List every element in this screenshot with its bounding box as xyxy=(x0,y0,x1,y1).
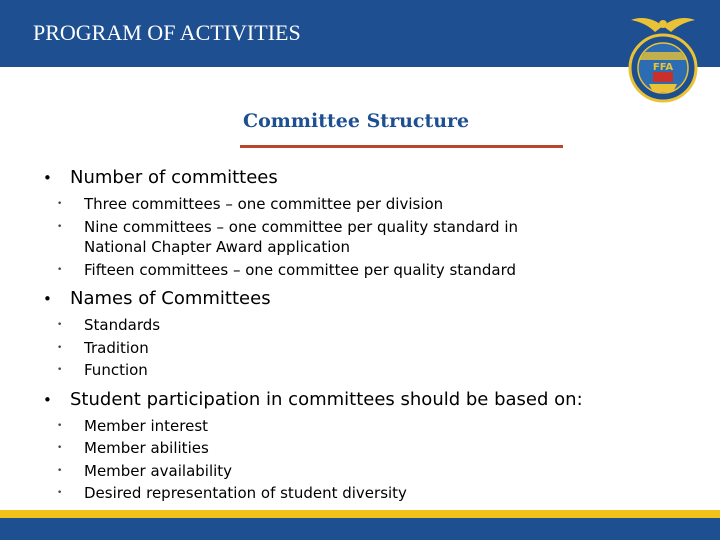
ffa-emblem-icon xyxy=(623,12,703,104)
list-item: • Desired representation of student diversity xyxy=(57,484,407,502)
section-heading: • Number of committees xyxy=(43,167,278,188)
footer-gold-stripe xyxy=(0,510,720,518)
list-item: • Fifteen committees – one committee per quality standard xyxy=(57,260,517,279)
list-item: • Standards xyxy=(57,316,161,334)
sub-list xyxy=(0,194,720,280)
bullet-icon: • xyxy=(57,365,63,375)
bullet-icon: • xyxy=(57,221,63,232)
sub-list xyxy=(0,315,720,381)
section-heading: • Names of Committees xyxy=(43,288,271,309)
slide-subtitle: Committee Structure xyxy=(243,110,470,132)
bullet-icon: • xyxy=(57,443,63,453)
bullet-icon: • xyxy=(57,488,63,498)
bullet-icon: • xyxy=(57,342,63,353)
section-heading: • Student participation in committees should be based on: xyxy=(43,388,583,410)
bullet-icon: • xyxy=(57,264,63,275)
sub-list xyxy=(0,416,720,504)
bullet-icon: • xyxy=(57,420,63,431)
bullet-icon: • xyxy=(57,465,63,476)
list-item: • Member interest xyxy=(57,416,209,435)
list-item: • Member availability xyxy=(57,461,233,480)
bullet-icon: • xyxy=(57,199,63,209)
bullet-icon: • xyxy=(43,390,52,409)
bullet-content xyxy=(0,167,720,504)
list-item: • Three committees – one committee per division xyxy=(57,195,444,213)
footer-blue-band xyxy=(0,518,720,540)
list-item: • Function xyxy=(57,361,148,379)
list-item: • Tradition xyxy=(57,338,149,357)
slide-header-title: PROGRAM OF ACTIVITIES xyxy=(33,20,301,45)
emblem-text: FFA xyxy=(652,62,674,73)
bullet-icon: • xyxy=(57,320,63,330)
list-item: • Member abilities xyxy=(57,439,209,457)
list-item: • Nine committees – one committee per quality standard in National Chapter Award application xyxy=(57,217,519,256)
bullet-icon: • xyxy=(43,290,52,308)
title-divider xyxy=(240,145,563,148)
bullet-icon: • xyxy=(43,169,52,187)
